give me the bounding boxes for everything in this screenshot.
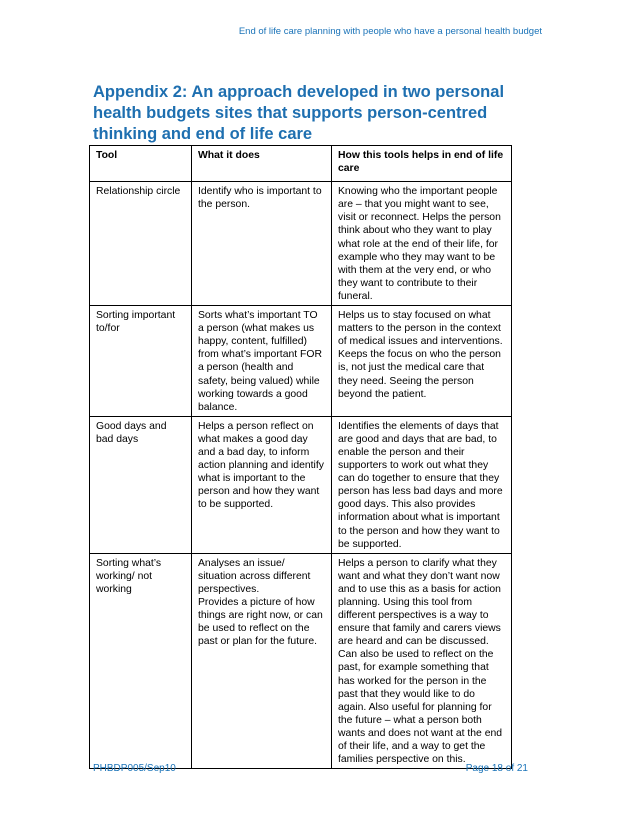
- column-header-what: What it does: [192, 146, 332, 182]
- tool-cell: Sorting important to/for: [90, 306, 192, 417]
- tools-table: [89, 145, 512, 769]
- how-text: Identifies the elements of days that are good and days that are bad, to enable the person and their supporters to work out what they can do together to ensure that they person has less bad days and more good days. This also provides information about what is important to the person and how they want to be supported.: [338, 420, 503, 550]
- table-row: [90, 416, 512, 553]
- running-header: End of life care planning with people who have a personal health budget: [238, 26, 542, 37]
- how-text: Helps a person to clarify what they want and what they don’t want now and to use this as a basis for action planning. Using this tool from different perspectives is a way to ensure that family and carers views are heard and can be discussed. Can also be used to reflect on the past, for example something that has worked for the person in the past that they would like to do again. Also useful for planning for the future – what a person both wants and does not want at the end of their life, and a way to get the families perspective on this.: [338, 557, 503, 766]
- tool-cell: Relationship circle: [90, 182, 192, 306]
- table-row: [90, 182, 512, 306]
- what-cell: [192, 416, 332, 553]
- how-cell: [332, 182, 512, 306]
- what-text: Sorts what’s important TO a person (what makes us happy, content, fulfilled) from what’s important FOR a person (health and safety, being valued) while working towards a good balance.: [198, 310, 322, 413]
- how-cell: [332, 553, 512, 769]
- how-text: Knowing who the important people are – that you might want to see, visit or reconnect. Helps the person think about who they want to play what role at the end of their life, for example who they may want to be with them at the very end, or who they want to contribute to their funeral.: [338, 186, 501, 302]
- what-cell: [192, 182, 332, 306]
- column-header-how: How this tools helps in end of life care: [332, 146, 512, 182]
- page-title: Appendix 2: An approach developed in two personal health budgets sites that supports person-centred thinking and end of life care: [93, 83, 505, 143]
- how-cell: [332, 416, 512, 553]
- page-number: Page 18 of 21: [465, 763, 528, 774]
- tool-cell: Sorting what’s working/ not working: [90, 553, 192, 769]
- table-header-row: [90, 146, 512, 182]
- table-row: [90, 553, 512, 769]
- document-code: PHBDP005/Sep10: [93, 763, 176, 774]
- how-text: Keeps the focus on who the person is, not just the medical care that they need. Seeing the person beyond the patient.: [338, 349, 501, 400]
- how-text: Helps us to stay focused on what matters to the person in the context of medical issues and interventions.: [338, 310, 503, 348]
- what-cell: [192, 553, 332, 769]
- column-header-tool: Tool: [90, 146, 192, 182]
- tool-cell: Good days and bad days: [90, 416, 192, 553]
- how-cell: [332, 306, 512, 417]
- table-row: [90, 306, 512, 417]
- what-cell: [192, 306, 332, 417]
- what-text: Identify who is important to the person.: [198, 186, 322, 211]
- what-text: Helps a person reflect on what makes a good day and a bad day, to inform action planning and identify what is important to the person and how they want to be supported.: [198, 420, 324, 511]
- what-text: Analyses an issue/ situation across different perspectives.: [198, 557, 311, 595]
- what-text: Provides a picture of how things are right now, or can be used to reflect on the past or plan for the future.: [198, 597, 323, 648]
